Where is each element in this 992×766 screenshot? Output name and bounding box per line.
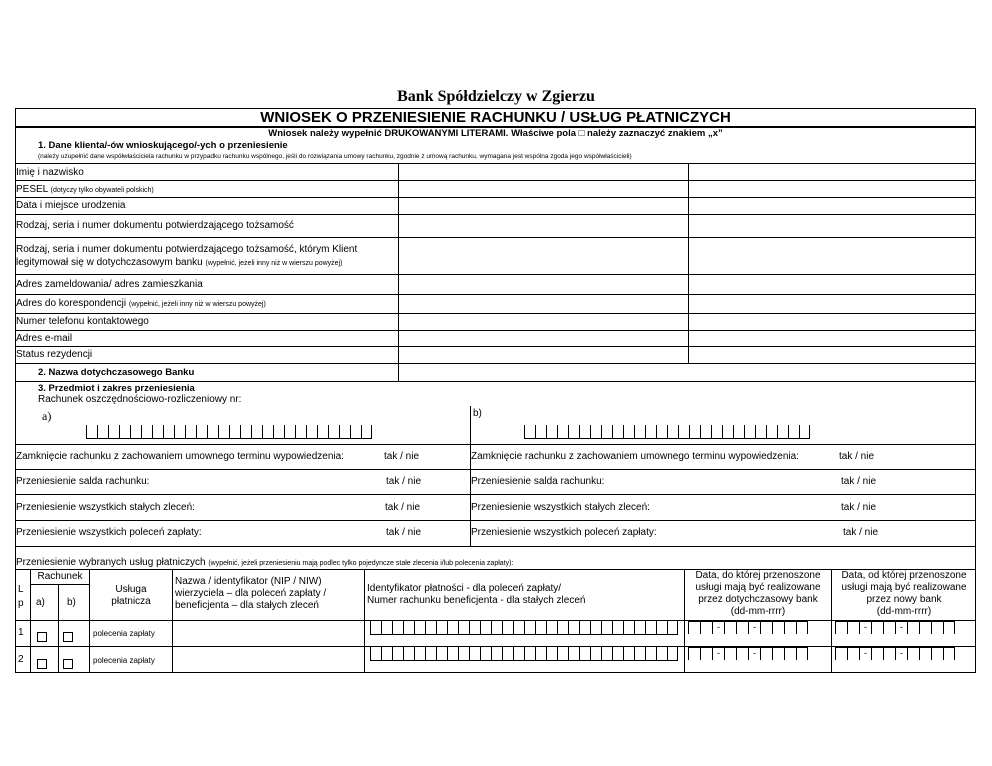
label-prev-document: Rodzaj, seria i numer dokumentu potwierdzającego tożsamość, którym Klient xyxy=(16,244,358,255)
label-email: Adres e-mail xyxy=(16,333,73,344)
row2-account-b-checkbox[interactable] xyxy=(63,659,73,669)
row2-service: polecenia zapłaty xyxy=(93,656,155,665)
row1-payment-id[interactable] xyxy=(370,621,678,635)
name-field-1[interactable] xyxy=(399,164,687,180)
label-phone: Numer telefonu kontaktowego xyxy=(16,316,149,327)
col-date-new: Data, od której przenoszone usługi mają być realizowane przez nowy bank (dd-mm-rrrr) xyxy=(841,570,967,617)
instruction-text: Wniosek należy wypełnić DRUKOWANYMI LITERAMI. Właściwe pola □ należy zaznaczyć znakiem „x” xyxy=(268,128,723,139)
option-orders-a-yesno[interactable]: tak / nie xyxy=(385,502,421,513)
row1-date-new[interactable]: - - xyxy=(835,621,955,634)
col-payment-id: Identyfikator płatności - dla poleceń zapłaty/ Numer rachunku beneficjenta - dla stałych zleceń xyxy=(367,583,586,606)
option-close-b-yesno[interactable]: tak / nie xyxy=(839,451,875,462)
section1-note: (należy uzupełnić dane współwłaściciela rachunku w przypadku rachunku wspólnego, jeśli do rozwiązania umowy rachunku, zgodnie z umową rachunku, wymagana jest wspólna zgoda jego współwłaścicieli) xyxy=(38,153,632,160)
option-debits-a: Przeniesienie wszystkich poleceń zapłaty: xyxy=(16,527,202,538)
label-pesel: PESEL (dotyczy tylko obywateli polskich) xyxy=(16,184,154,195)
name-field-2[interactable] xyxy=(689,164,975,180)
option-orders-a: Przeniesienie wszystkich stałych zleceń: xyxy=(16,502,195,513)
option-debits-b: Przeniesienie wszystkich poleceń zapłaty: xyxy=(471,527,657,538)
col-account-b: b) xyxy=(67,597,76,608)
row1-account-a-checkbox[interactable] xyxy=(37,632,47,642)
col-creditor: Nazwa / identyfikator (NIP / NIW) wierzyciela – dla poleceń zapłaty / beneficjenta – dla stałych zleceń xyxy=(175,576,327,611)
option-orders-b-yesno[interactable]: tak / nie xyxy=(841,502,877,513)
col-date-old: Data, do której przenoszone usługi mają być realizowane przez dotychczasowy bank (dd-mm-rrrr) xyxy=(695,570,821,617)
account-b-number[interactable] xyxy=(524,425,810,439)
option-close-a-yesno[interactable]: tak / nie xyxy=(384,451,420,462)
label-address: Adres zameldowania/ adres zamieszkania xyxy=(16,279,203,290)
row1-lp: 1 xyxy=(18,627,24,638)
account-label: Rachunek oszczędnościowo-rozliczeniowy nr: xyxy=(38,394,242,405)
option-balance-b: Przeniesienie salda rachunku: xyxy=(471,476,605,487)
row2-date-old[interactable]: - - xyxy=(688,647,808,660)
col-lp: L p xyxy=(18,584,24,609)
row1-service: polecenia zapłaty xyxy=(93,629,155,638)
selected-services-label: Przeniesienie wybranych usług płatniczych (wypełnić, jeżeli przeniesieniu mają podlec tylko pojedyncze stałe zlecenia i/lub polecenia zapłaty): xyxy=(16,557,514,568)
section3-heading: 3. Przedmiot i zakres przeniesienia xyxy=(38,383,195,394)
row2-lp: 2 xyxy=(18,654,24,665)
col-service: Usługa płatnicza xyxy=(111,584,151,607)
label-residency: Status rezydencji xyxy=(16,349,93,360)
bank-name: Bank Spółdzielczy w Zgierzu xyxy=(397,88,595,105)
option-debits-b-yesno[interactable]: tak / nie xyxy=(843,527,879,538)
account-b-label: b) xyxy=(473,408,482,419)
option-close-a: Zamknięcie rachunku z zachowaniem umownego terminu wypowiedzenia: xyxy=(16,451,344,462)
option-orders-b: Przeniesienie wszystkich stałych zleceń: xyxy=(471,502,650,513)
section1-heading: 1. Dane klienta/-ów wnioskującego/-ych o przeniesienie xyxy=(38,140,288,151)
option-balance-b-yesno[interactable]: tak / nie xyxy=(841,476,877,487)
form-title: WNIOSEK O PRZENIESIENIE RACHUNKU / USŁUG PŁATNICZYCH xyxy=(15,108,976,127)
row2-date-new[interactable]: - - xyxy=(835,647,955,660)
section2-heading: 2. Nazwa dotychczasowego Banku xyxy=(38,367,195,378)
row2-account-a-checkbox[interactable] xyxy=(37,659,47,669)
col-account-a: a) xyxy=(36,597,45,608)
previous-bank-field[interactable] xyxy=(399,364,975,380)
label-prev-document-2: legitymował się w dotychczasowym banku (wypełnić, jeżeli inny niż w wierszu powyżej) xyxy=(16,257,343,268)
label-correspondence: Adres do korespondencji (wypełnić, jeżeli inny niż w wierszu powyżej) xyxy=(16,298,266,309)
label-name: Imię i nazwisko xyxy=(16,167,84,178)
account-a-number[interactable] xyxy=(86,425,372,439)
option-balance-a: Przeniesienie salda rachunku: xyxy=(16,476,150,487)
account-a-label: a) xyxy=(42,409,52,423)
row1-date-old[interactable]: - - xyxy=(688,621,808,634)
option-debits-a-yesno[interactable]: tak / nie xyxy=(386,527,422,538)
row2-payment-id[interactable] xyxy=(370,647,678,661)
option-close-b: Zamknięcie rachunku z zachowaniem umownego terminu wypowiedzenia: xyxy=(471,451,799,462)
row1-account-b-checkbox[interactable] xyxy=(63,632,73,642)
label-birth: Data i miejsce urodzenia xyxy=(16,200,126,211)
label-document: Rodzaj, seria i numer dokumentu potwierdzającego tożsamość xyxy=(16,220,294,231)
option-balance-a-yesno[interactable]: tak / nie xyxy=(386,476,422,487)
col-account: Rachunek xyxy=(37,571,83,582)
